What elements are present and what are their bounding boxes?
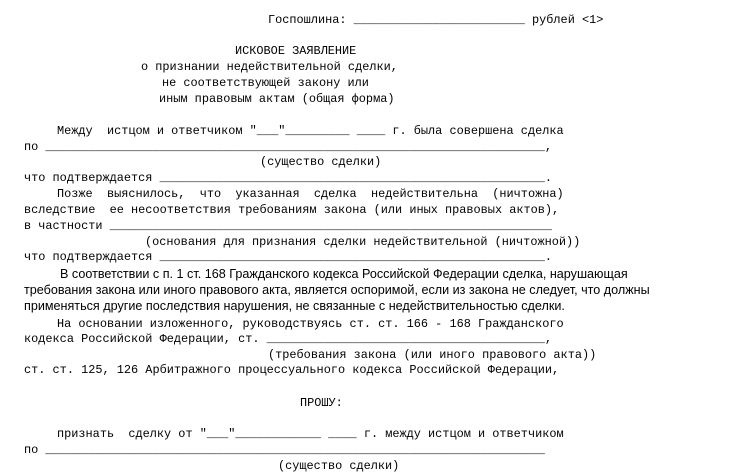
paragraph-line: На основании изложенного, руководствуясь ст. ст. 166 - 168 Гражданского <box>57 317 564 331</box>
title-subtitle-line: иным правовым актам (общая форма) <box>159 92 395 106</box>
request-heading: ПРОШУ: <box>300 396 343 410</box>
state-fee-line: Госпошлина: ________________________ рублей <1> <box>268 13 604 27</box>
paragraph-line: применяться другие последствия нарушения, не связанные с недействительностью сделки. <box>24 299 565 313</box>
paragraph-line: ст. ст. 125, 126 Арбитражного процессуального кодекса Российской Федерации, <box>24 363 560 377</box>
paragraph-line: вследствие ее несоответствия требованиям закона (или иных правовых актов), <box>24 203 560 217</box>
paragraph-line: по ______________________________________________________________________ <box>24 443 545 457</box>
paragraph-line: признать сделку от "___"____________ ____ г. между истцом и ответчиком <box>57 427 564 441</box>
field-caption: (существо сделки) <box>260 155 382 169</box>
paragraph-line: в частности ______________________________________________________________ <box>24 219 553 233</box>
field-caption: (существо сделки) <box>278 459 400 473</box>
title-subtitle-line: о признании недействительной сделки, <box>141 60 398 74</box>
paragraph-line: по ______________________________________________________________________, <box>24 140 553 154</box>
paragraph-line: требования закона или иного правового акта, является оспоримой, если из закона не следует, что должны <box>24 283 650 297</box>
paragraph-line: что подтверждается ______________________________________________________. <box>24 250 553 264</box>
document-title: ИСКОВОЕ ЗАЯВЛЕНИЕ <box>235 44 357 58</box>
field-caption: (основания для признания сделки недействительной (ничтожной)) <box>145 235 581 249</box>
paragraph-line: Между истцом и ответчиком "___"_________ ____ г. была совершена сделка <box>57 124 564 138</box>
paragraph-line: что подтверждается ______________________________________________________. <box>24 171 553 185</box>
paragraph-line: Позже выяснилось, что указанная сделка недействительна (ничтожна) <box>57 187 564 201</box>
field-caption: (требования закона (или иного правового акта)) <box>268 348 597 362</box>
paragraph-line: кодекса Российской Федерации, ст. _______________________________________, <box>24 332 553 346</box>
title-subtitle-line: не соответствующей закону или <box>162 76 369 90</box>
paragraph-line: В соответствии с п. 1 ст. 168 Гражданского кодекса Российской Федерации сделка, нарушающая <box>60 267 628 281</box>
